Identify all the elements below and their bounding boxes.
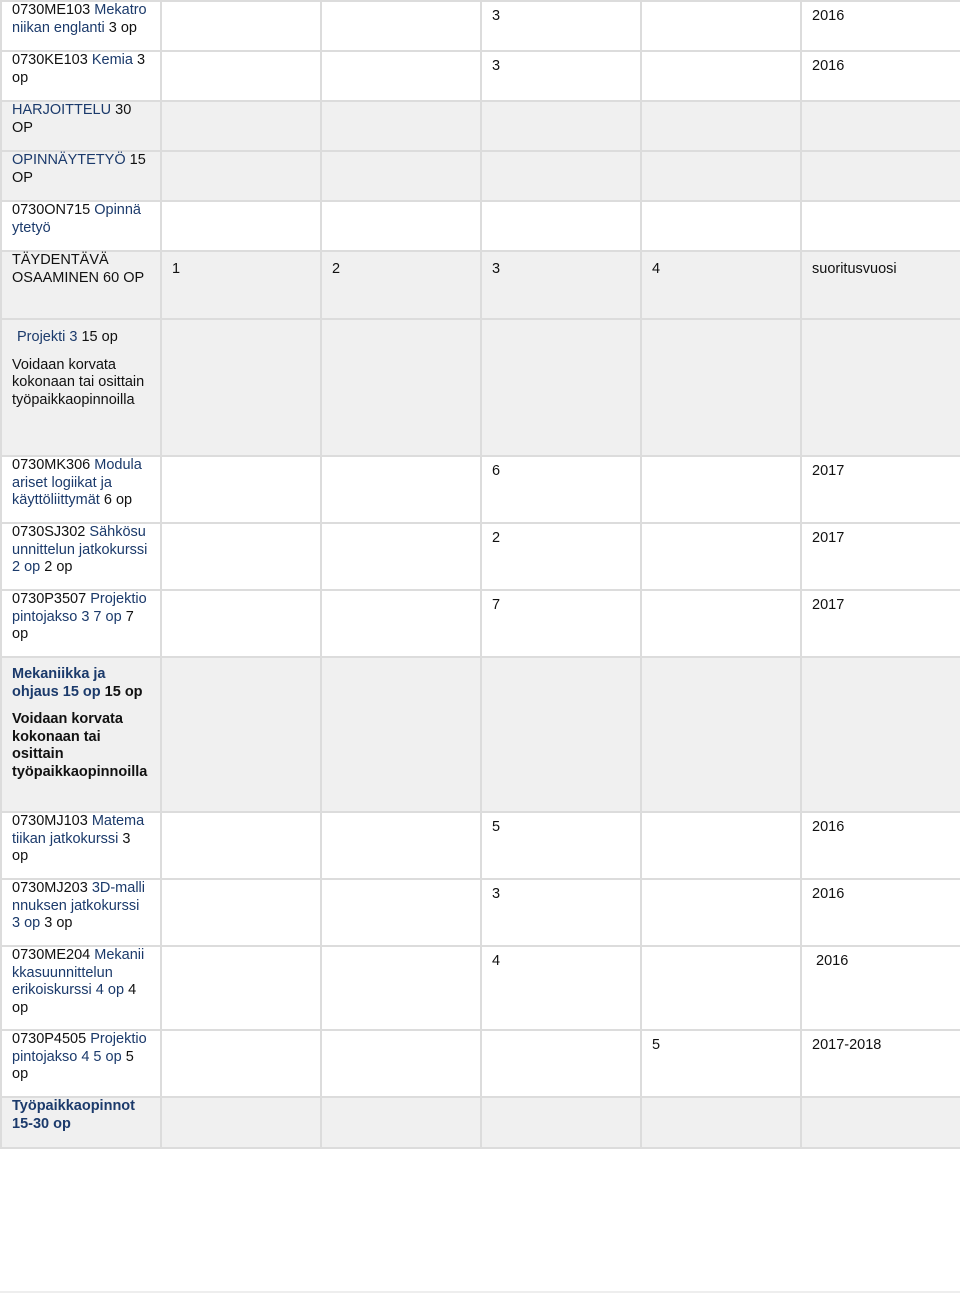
completion-year: 2016 <box>812 819 845 835</box>
module-credits-link[interactable]: 15 op <box>62 683 101 700</box>
completion-year-cell <box>801 456 960 523</box>
table-row <box>1 523 960 590</box>
course-code: 0730ON715 <box>12 202 91 218</box>
module-name-link[interactable]: Mekaniikka ja ohjaus <box>12 666 106 700</box>
year-2-cell <box>321 51 481 101</box>
course-credits-link[interactable]: 7 op <box>93 608 122 625</box>
course-code: 0730MJ103 <box>12 813 88 829</box>
completion-year: 2017 <box>812 530 845 546</box>
year-3-cell <box>481 590 641 657</box>
course-credits: 3 op <box>12 52 146 86</box>
completion-year-cell <box>801 1030 960 1097</box>
section-cell <box>1 151 161 201</box>
year-2-cell <box>321 1 481 51</box>
course-credits-link[interactable]: 3 op <box>12 915 41 931</box>
completion-year-cell <box>801 523 960 590</box>
block-title: TÄYDENTÄVÄ OSAAMINEN 60 OP <box>12 252 145 286</box>
completion-year-cell <box>801 946 960 1030</box>
table-row <box>1 51 960 101</box>
year-3-cell <box>481 946 641 1030</box>
year-1-cell <box>161 51 321 101</box>
course-credits-link[interactable]: 5 op <box>93 1048 122 1065</box>
year-3-cell <box>481 456 641 523</box>
course-code: 0730P3507 <box>12 591 87 607</box>
course-cell <box>1 1030 161 1097</box>
course-credits: 5 op <box>12 1048 134 1082</box>
course-title-link[interactable]: 3D-malli nnuksen jatkokurssi <box>12 880 145 914</box>
table-row <box>1 879 960 946</box>
table-row <box>1 657 960 812</box>
year-header-4: 4 <box>641 251 801 319</box>
credit-value: 7 <box>492 597 501 613</box>
course-credits: 3 op <box>108 19 137 36</box>
table-row <box>1 946 960 1030</box>
table-row <box>1 590 960 657</box>
course-cell <box>1 879 161 946</box>
course-cell <box>1 946 161 1030</box>
page-divider <box>0 1291 960 1293</box>
year-4-cell <box>641 51 801 101</box>
module-cell <box>1 319 161 456</box>
course-title-link[interactable]: Matema tiikan jatkokurssi <box>12 813 145 847</box>
section-credits: 15 OP <box>12 152 146 186</box>
year-3-cell <box>481 812 641 879</box>
completion-year-cell <box>801 812 960 879</box>
course-credits: 6 op <box>103 492 133 508</box>
completion-year-cell <box>801 1 960 51</box>
module-credits: 15 op <box>81 329 118 345</box>
course-title-link[interactable]: Sähkösu unnittelun jatkokurssi <box>12 524 148 558</box>
course-cell <box>1 590 161 657</box>
year-3-cell <box>481 523 641 590</box>
credit-value: 3 <box>492 886 501 902</box>
table-row <box>1 1030 960 1097</box>
year-header-1: 1 <box>161 251 321 319</box>
year-3-cell <box>481 879 641 946</box>
course-code: 0730P4505 <box>12 1031 87 1047</box>
course-code: 0730MJ203 <box>12 880 88 896</box>
completion-year: 2017 <box>812 597 845 613</box>
course-cell <box>1 523 161 590</box>
module-name-link[interactable]: Projekti 3 <box>17 329 78 345</box>
table-row <box>1 456 960 523</box>
course-title-link[interactable]: Modula ariset logiikat ja käyttöliittymät <box>12 457 142 508</box>
section-cell <box>1 101 161 151</box>
credit-value: 5 <box>492 819 501 835</box>
course-title-link[interactable]: Projektio pintojakso 4 <box>12 1031 147 1065</box>
course-title-link[interactable]: Mekatro niikan englanti <box>12 2 147 36</box>
section-heading-link[interactable]: Työpaikkaopinnot 15-30 op <box>12 1098 135 1132</box>
course-cell <box>1 1 161 51</box>
completion-year: 2016 <box>816 953 849 969</box>
table-row <box>1 101 960 151</box>
credit-value: 6 <box>492 463 501 479</box>
course-title-link[interactable]: Mekanii kkasuunnittelun erikoiskurssi <box>12 947 145 998</box>
table-row <box>1 1 960 51</box>
completion-year: 2017-2018 <box>812 1037 882 1053</box>
completion-year: 2016 <box>812 8 845 24</box>
year-header-3: 3 <box>481 251 641 319</box>
course-code: 0730MK306 <box>12 457 91 473</box>
credit-value: 3 <box>492 8 501 24</box>
table-row <box>1 319 960 456</box>
table-row <box>1 151 960 201</box>
course-credits: 3 op <box>12 830 131 864</box>
year-1-cell <box>161 1 321 51</box>
completion-year-cell <box>801 51 960 101</box>
year-3-cell <box>481 1 641 51</box>
year-4-cell <box>641 1 801 51</box>
year-3-cell <box>481 51 641 101</box>
course-code: 0730ME204 <box>12 947 91 963</box>
completion-year-header: suoritusvuosi <box>801 251 960 319</box>
course-cell <box>1 201 161 251</box>
completion-year-cell <box>801 590 960 657</box>
block-title-cell <box>1 251 161 319</box>
section-heading-link[interactable]: OPINNÄYTETYÖ <box>12 152 126 168</box>
credit-value: 2 <box>492 530 501 546</box>
year-4-cell <box>641 1030 801 1097</box>
section-heading-link[interactable]: HARJOITTELU <box>12 102 112 118</box>
course-code: 0730ME103 <box>12 2 91 18</box>
course-credits: 3 op <box>44 915 73 931</box>
course-credits-link[interactable]: 4 op <box>95 982 125 998</box>
course-cell <box>1 812 161 879</box>
module-credits: 15 op <box>104 683 143 700</box>
module-note: Voidaan korvata kokonaan tai osittain työpaikkaopinnoilla <box>12 711 148 780</box>
module-cell <box>1 657 161 812</box>
course-title-link[interactable]: Opinnä ytetyö <box>12 202 141 236</box>
completion-year: 2016 <box>812 58 845 74</box>
course-cell <box>1 456 161 523</box>
credit-value: 5 <box>652 1037 661 1053</box>
section-cell <box>1 1097 161 1148</box>
course-credits: 2 op <box>44 559 73 575</box>
course-credits: 4 op <box>12 982 137 1016</box>
section-credits: 30 OP <box>12 102 132 136</box>
module-note: Voidaan korvata kokonaan tai osittain työpaikkaopinnoilla <box>12 356 145 408</box>
table-row <box>1 812 960 879</box>
completion-year-cell <box>801 879 960 946</box>
table-row <box>1 201 960 251</box>
course-title-link[interactable]: Kemia <box>91 52 133 68</box>
completion-year: 2017 <box>812 463 845 479</box>
table-row <box>1 1097 960 1148</box>
course-credits-link[interactable]: 2 op <box>12 559 41 575</box>
course-credits: 7 op <box>12 608 134 642</box>
year-header-2: 2 <box>321 251 481 319</box>
course-code: 0730KE103 <box>12 52 88 68</box>
course-cell <box>1 51 161 101</box>
course-code: 0730SJ302 <box>12 524 86 540</box>
course-title-link[interactable]: Projektio pintojakso 3 <box>12 591 147 625</box>
table-row <box>1 251 960 319</box>
credit-value: 4 <box>492 953 501 969</box>
credit-value: 3 <box>492 58 501 74</box>
completion-year: 2016 <box>812 886 845 902</box>
